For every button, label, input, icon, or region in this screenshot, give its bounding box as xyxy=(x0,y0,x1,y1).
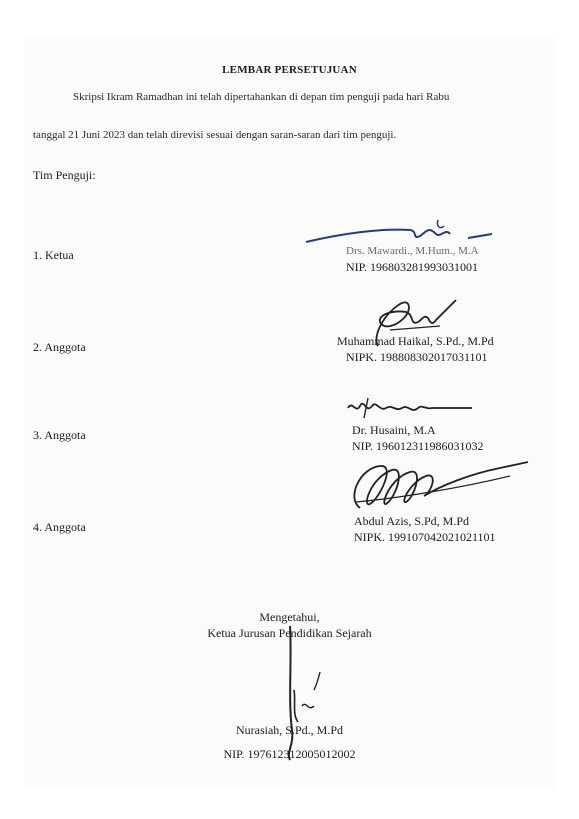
approval-paragraph-line-1: Skripsi Ikram Ramadhan ini telah dipertahankan di depan tim penguji pada hari Rabu xyxy=(73,91,450,103)
examiner-1-nip: NIP. 196803281993031001 xyxy=(346,260,479,274)
examiner-team-label: Tim Penguji: xyxy=(33,168,96,182)
department-head-name: Nurasiah, S.Pd., M.Pd xyxy=(235,723,343,737)
examiner-2-nip: NIPK. 198808302017031101 xyxy=(346,350,488,364)
document-title: LEMBAR PERSETUJUAN xyxy=(222,64,357,76)
examiner-2-name: Muhammad Haikal, S.Pd., M.Pd xyxy=(337,334,494,348)
acknowledgement-label: Mengetahui, xyxy=(259,610,320,624)
examiner-3-role: 3. Anggota xyxy=(33,428,86,442)
examiner-4-role: 4. Anggota xyxy=(33,520,86,534)
examiner-1-role: 1. Ketua xyxy=(33,248,74,262)
examiner-4-nip: NIPK. 199107042021021101 xyxy=(354,530,496,544)
examiner-3-signature xyxy=(342,396,482,424)
examiner-3-name: Dr. Husaini, M.A xyxy=(352,423,436,437)
approval-paragraph-line-2: tanggal 21 Juni 2023 dan telah direvisi sesuai dengan saran-saran dari tim penguji. xyxy=(33,129,397,141)
examiner-1-name: Drs. Mawardi., M.Hum., M.A xyxy=(346,245,479,257)
examiner-3-nip: NIP. 196012311986031032 xyxy=(352,439,484,453)
department-head-nip: NIP. 197612312005012002 xyxy=(223,747,356,761)
examiner-4-signature xyxy=(340,458,540,522)
examiner-2-role: 2. Anggota xyxy=(33,340,86,354)
department-head-title: Ketua Jurusan Pendidikan Sejarah xyxy=(207,626,372,640)
examiner-4-name: Abdul Azis, S.Pd, M.Pd xyxy=(354,514,470,528)
